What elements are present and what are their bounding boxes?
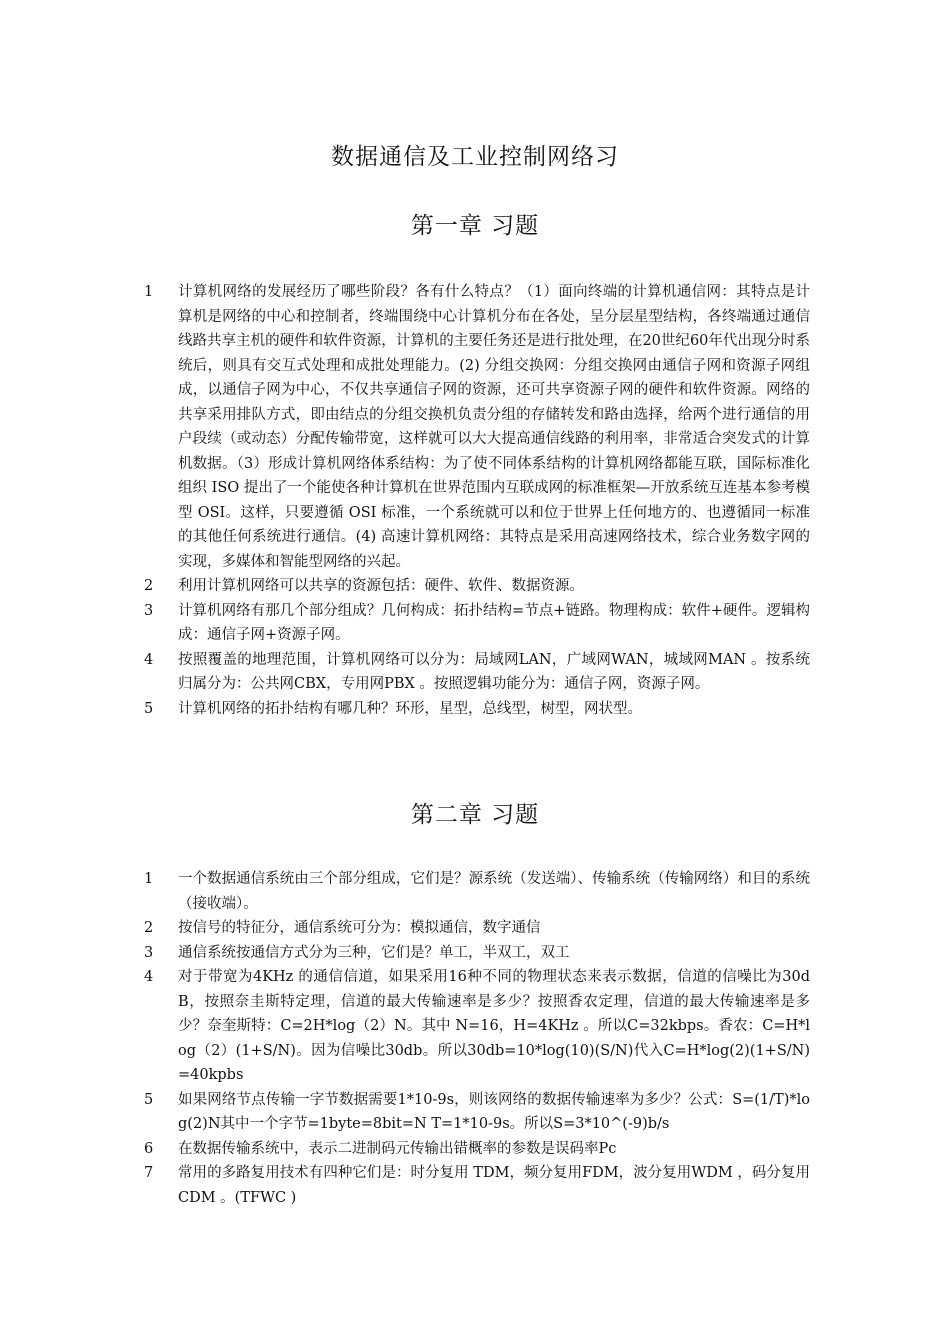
- question-item: [0, 941, 950, 966]
- question-text: 一个数据通信系统由三个部分组成，它们是？源系统（发送端）、传输系统（传输网络）和目的系统（接收端）。: [178, 871, 810, 912]
- question-number: 4: [144, 969, 154, 985]
- chapter-1-title: 第一章 习题: [410, 213, 540, 239]
- question-text: 如果网络节点传输一字节数据需要1*10-9s，则该网络的数据传输速率为多少？公式：S=(1/T)*log(2)N其中一个字节=1byte=8bit=N T=1*10-9s。所以S=3*10^(-9)b/s: [178, 1091, 810, 1132]
- question-number: 2: [144, 920, 154, 936]
- question-item: [0, 1137, 950, 1162]
- question-item: [0, 574, 950, 599]
- question-number: 2: [144, 578, 154, 594]
- question-item: [0, 965, 950, 1088]
- question-number: 3: [144, 602, 154, 619]
- question-number: 6: [144, 1140, 154, 1157]
- question-item: [0, 1161, 950, 1210]
- question-number: 4: [144, 651, 154, 668]
- question-number: 3: [144, 944, 154, 961]
- question-item: [0, 916, 950, 941]
- question-text: 常用的多路复用技术有四种它们是：时分复用 TDM，频分复用FDM，波分复用WDM ，码分复用CDM 。(TFWC ): [178, 1165, 810, 1206]
- question-text: 按照覆盖的地理范围，计算机网络可以分为：局域网LAN，广域网WAN，城域网MAN 。按系统归属分为：公共网CBX，专用网PBX 。按照逻辑功能分为：通信子网，资源子网。: [178, 651, 810, 692]
- chapter-2-question-list: [0, 867, 950, 1210]
- question-item: [0, 648, 950, 697]
- chapter-1-question-list: [0, 280, 950, 721]
- question-item: [0, 1088, 950, 1137]
- question-text: 计算机网络有那几个部分组成？几何构成：拓扑结构=节点+链路。物理构成：软件+硬件。逻辑构成：通信子网+资源子网。: [178, 602, 810, 643]
- question-text: 计算机网络的拓扑结构有哪几种？环形，星型，总线型，树型，网状型。: [178, 700, 642, 717]
- question-item: [0, 697, 950, 722]
- question-text: 按信号的特征分，通信系统可分为：模拟通信，数字通信: [178, 920, 541, 936]
- question-number: 5: [144, 700, 154, 717]
- question-number: 1: [144, 871, 154, 887]
- question-text: 对于带宽为4KHz 的通信信道，如果采用16种不同的物理状态来表示数据，信道的信噪比为30dB，按照奈圭斯特定理，信道的最大传输速率是多少？按照香农定理，信道的最大传输速率是多少？奈奎斯特：C=2H*log（2）N。其中 N=16，H=4KHz 。所以C=32kbps。香农：C=H*log（2）(1+S/N)。因为信噪比30db。所以30db=10*log(10)(S/N)代入C=H*log(2)(1+S/N)=40kpbs: [178, 969, 810, 1083]
- question-text: 计算机网络的发展经历了哪些阶段？各有什么特点？（1）面向终端的计算机通信网：其特点是计算机是网络的中心和控制者，终端围绕中心计算机分布在各处，呈分层星型结构，各终端通过通信线路共享主机的硬件和软件资源，计算机的主要任务还是进行批处理，在20世纪60年代出现分时系统后，则具有交互式处理和成批处理能力。(2) 分组交换网：分组交换网由通信子网和资源子网组成，以通信子网为中心，不仅共享通信子网的资源，还可共享资源子网的硬件和软件资源。网络的共享采用排队方式，即由结点的分组交换机负责分组的存储转发和路由选择，给两个进行通信的用户段续（或动态）分配传输带宽，这样就可以大大提高通信线路的利用率，非常适合突发式的计算机数据。（3）形成计算机网络体系结构：为了使不同体系结构的计算机网络都能互联，国际标准化组织 ISO 提出了一个能使各种计算机在世界范围内互联成网的标准框架—开放系统互连基本参考模型 OSI。这样，只要遵循 OSI 标准，一个系统就可以和位于世界上任何地方的、也遵循同一标准的其他任何系统进行通信。(4) 高速计算机网络：其特点是采用高速网络技术，综合业务数字网的实现，多媒体和智能型网络的兴起。: [178, 284, 810, 570]
- question-number: 7: [144, 1165, 154, 1181]
- question-text: 利用计算机网络可以共享的资源包括：硬件、软件、数据资源。: [178, 578, 584, 594]
- chapter-2-title: 第二章 习题: [410, 802, 540, 828]
- question-text: 通信系统按通信方式分为三种，它们是？单工，半双工，双工: [178, 944, 570, 961]
- question-item: [0, 599, 950, 648]
- question-item: [0, 280, 950, 574]
- question-number: 1: [144, 284, 154, 300]
- question-item: [0, 867, 950, 916]
- document-title: 数据通信及工业控制网络习: [331, 144, 619, 170]
- question-number: 5: [144, 1091, 154, 1108]
- question-text: 在数据传输系统中，表示二进制码元传输出错概率的参数是误码率Pc: [178, 1140, 617, 1157]
